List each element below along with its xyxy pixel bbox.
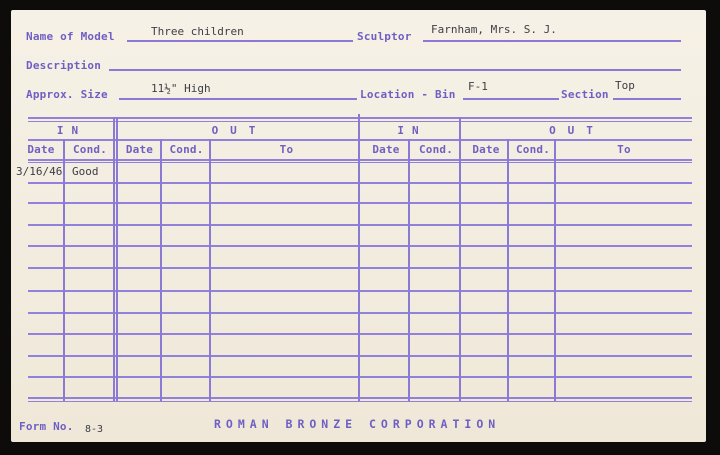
col-divider <box>63 139 65 401</box>
name-of-model-label: Name of Model <box>26 30 115 43</box>
col-divider <box>160 139 162 401</box>
column-header-divider <box>28 159 692 161</box>
col-divider <box>209 139 211 401</box>
left-out-cond-header: Cond. <box>169 143 204 156</box>
approx-size-label: Approx. Size <box>26 88 108 101</box>
table-rule <box>28 245 692 247</box>
group-header-divider <box>28 139 692 141</box>
col-divider <box>507 139 509 401</box>
right-in-cond-header: Cond. <box>418 143 454 156</box>
table-rule <box>28 376 692 378</box>
location-bin-value: F-1 <box>468 80 488 93</box>
table-row-in-date: 3/16/46 <box>16 165 63 178</box>
right-out-header: OUT <box>549 124 605 137</box>
right-in-header: IN <box>397 124 427 137</box>
column-header-divider-inner <box>28 162 692 163</box>
left-out-to-header: To <box>279 143 294 156</box>
form-number-value: 8-3 <box>85 424 104 435</box>
sculptor-line <box>423 40 681 42</box>
description-line <box>109 69 681 71</box>
left-out-date-header: Date <box>125 143 154 156</box>
company-name: ROMAN BRONZE CORPORATION <box>214 417 501 431</box>
table-rule <box>28 355 692 357</box>
table-row-in-cond: Good <box>72 165 99 178</box>
description-label: Description <box>26 59 102 72</box>
section-line <box>613 98 681 100</box>
col-divider <box>459 117 461 401</box>
left-in-date-header: Date <box>27 143 55 156</box>
section-label: Section <box>561 88 609 101</box>
left-in-header: IN <box>56 124 87 137</box>
col-divider <box>408 139 410 401</box>
right-out-to-header: To <box>617 143 631 156</box>
form-number-label: Form No. <box>19 420 74 433</box>
location-bin-line <box>463 98 559 100</box>
approx-size-value: 11½" High <box>151 82 211 95</box>
col-divider <box>554 139 556 401</box>
table-rule <box>28 267 692 269</box>
col-divider <box>113 117 115 401</box>
name-of-model-line <box>127 40 353 42</box>
col-divider <box>358 114 360 401</box>
table-rule <box>28 202 692 204</box>
left-out-header: OUT <box>211 124 268 137</box>
table-rule <box>28 182 692 184</box>
left-in-cond-header: Cond. <box>72 143 108 156</box>
approx-size-line <box>119 98 357 100</box>
sculptor-value: Farnham, Mrs. S. J. <box>431 23 557 36</box>
right-out-date-header: Date <box>472 143 500 156</box>
table-top-border-inner <box>28 121 692 122</box>
table-top-border <box>28 117 692 119</box>
name-of-model-value: Three children <box>151 25 244 38</box>
col-divider <box>116 117 118 401</box>
sculptor-label: Sculptor <box>357 30 412 43</box>
table-bottom-border-inner <box>28 401 692 402</box>
table-bottom-border <box>28 397 692 399</box>
table-rule <box>28 290 692 292</box>
table-rule <box>28 224 692 226</box>
right-in-date-header: Date <box>372 143 400 156</box>
inventory-card <box>11 10 706 442</box>
table-rule <box>28 333 692 335</box>
right-out-cond-header: Cond. <box>515 143 551 156</box>
table-rule <box>28 312 692 314</box>
section-value: Top <box>615 79 635 92</box>
location-bin-label: Location - Bin <box>360 88 456 101</box>
